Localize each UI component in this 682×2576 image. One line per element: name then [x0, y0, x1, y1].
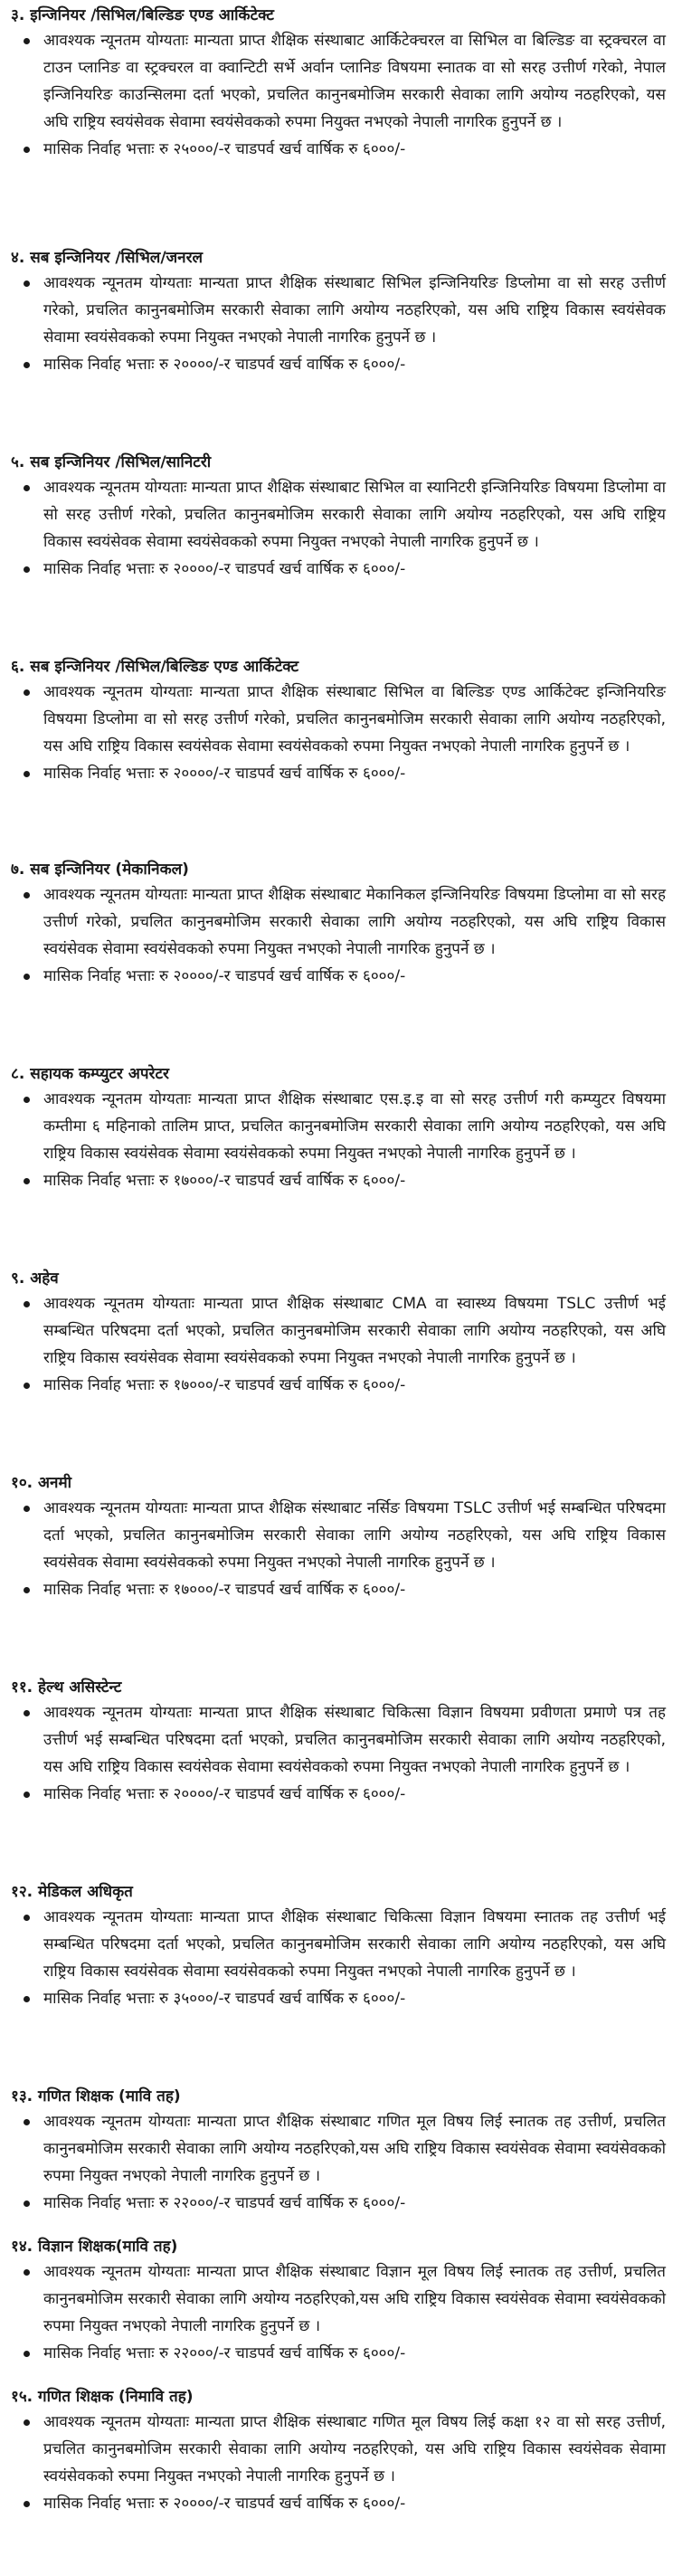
qualification-text: आवश्यक न्यूनतम योग्यताः मान्यता प्राप्त शैक्षिक संस्थाबाट CMA वा स्वास्थ्य विषयमा TSLC उत्तीर्ण भई सम्बन्धित परिषदमा दर्ता भएको, प्रचलित कानुनबमोजिम सरकारी सेवाका लागि अयोग्य नठहरिएको, यस अघि राष्ट्रिय विकास स्वयंसेवक सेवामा स्वयंसेवकको रुपमा नियुक्त नभएको नेपाली नागरिक हुनुपर्ने छ ।: [11, 1290, 666, 1372]
section-items: [11, 2409, 666, 2517]
qualification-text: आवश्यक न्यूनतम योग्यताः मान्यता प्राप्त शैक्षिक संस्थाबाट सिभिल वा स्यानिटरी इन्जिनियरिङ विषयमा डिप्लोमा वा सो सरह उत्तीर्ण गरेको, प्रचलित कानुनबमोजिम सरकारी सेवाका लागि अयोग्य नठहरिएको, यस अघि राष्ट्रिय विकास स्वयंसेवक सेवामा स्वयंसेवकको रुपमा नियुक्त नभएको नेपाली नागरिक हुनुपर्ने छ ।: [11, 474, 666, 556]
section-items: [11, 27, 666, 163]
section-heading: ९. अहेव: [11, 1269, 59, 1288]
allowance-text: मासिक निर्वाह भत्ताः रु २५०००/-र चाडपर्व खर्च वार्षिक रु ६०००/-: [11, 136, 666, 163]
section-heading: ३. इन्जिनियर /सिभिल/बिल्डिङ एण्ड आर्किटेक्ट: [11, 6, 274, 24]
qualification-text: आवश्यक न्यूनतम योग्यताः मान्यता प्राप्त शैक्षिक संस्थाबाट गणित मूल विषय लिई कक्षा १२ वा सो सरह उत्तीर्ण, प्रचलित कानुनबमोजिम सरकारी सेवाका लागि अयोग्य नठहरिएको, यस अघि राष्ट्रिय विकास स्वयंसेवक सेवामा स्वयंसेवकको रुपमा नियुक्त नभएको नेपाली नागरिक हुनुपर्ने छ ।: [11, 2409, 666, 2490]
section-anmi: [11, 1471, 666, 1603]
section-heading: १५. गणित शिक्षक (निमावि तह): [11, 2388, 194, 2406]
section-heading: ७. सब इन्जिनियर (मेकानिकल): [11, 860, 189, 879]
section-items: [11, 1495, 666, 1603]
section-math-teacher-secondary: [11, 2085, 666, 2217]
section-math-teacher-lower-secondary: [11, 2385, 666, 2517]
allowance-text: मासिक निर्वाह भत्ताः रु १७०००/-र चाडपर्व खर्च वार्षिक रु ६०००/-: [11, 1167, 666, 1194]
section-heading: ४. सब इन्जिनियर /सिभिल/जनरल: [11, 249, 204, 267]
section-items: [11, 1290, 666, 1399]
section-items: [11, 474, 666, 583]
section-items: [11, 270, 666, 378]
section-items: [11, 1699, 666, 1808]
allowance-text: मासिक निर्वाह भत्ताः रु १७०००/-र चाडपर्व खर्च वार्षिक रु ६०००/-: [11, 1372, 666, 1399]
section-sub-engineer-civil-sanitary: [11, 451, 666, 583]
section-health-assistant: [11, 1676, 666, 1808]
section-heading: १०. अनमी: [11, 1474, 72, 1492]
allowance-text: मासिक निर्वाह भत्ताः रु ३५०००/-र चाडपर्व खर्च वार्षिक रु ६०००/-: [11, 1985, 666, 2012]
qualification-text: आवश्यक न्यूनतम योग्यताः मान्यता प्राप्त शैक्षिक संस्थाबाट सिभिल वा बिल्डिङ एण्ड आर्किटेक्ट इन्जिनियरिङ विषयमा डिप्लोमा वा सो सरह उत्तीर्ण गरेको, प्रचलित कानुनबमोजिम सरकारी सेवाका लागि अयोग्य नठहरिएको, यस अघि राष्ट्रिय विकास स्वयंसेवक सेवामा स्वयंसेवकको रुपमा नियुक्त नभएको नेपाली नागरिक हुनुपर्ने छ ।: [11, 679, 666, 760]
qualification-text: आवश्यक न्यूनतम योग्यताः मान्यता प्राप्त शैक्षिक संस्थाबाट नर्सिङ विषयमा TSLC उत्तीर्ण भई सम्बन्धित परिषदमा दर्ता भएको, प्रचलित कानुनबमोजिम सरकारी सेवाका लागि अयोग्य नठहरिएको, यस अघि राष्ट्रिय विकास स्वयंसेवक सेवामा स्वयंसेवकको रुपमा नियुक्त नभएको नेपाली नागरिक हुनुपर्ने छ ।: [11, 1495, 666, 1576]
allowance-text: मासिक निर्वाह भत्ताः रु १७०००/-र चाडपर्व खर्च वार्षिक रु ६०००/-: [11, 1576, 666, 1603]
section-heading: ११. हेल्थ असिस्टेन्ट: [11, 1678, 122, 1697]
section-sub-engineer-mechanical: [11, 858, 666, 990]
section-heading: १२. मेडिकल अधिकृत: [11, 1883, 133, 1901]
section-aheb: [11, 1267, 666, 1399]
allowance-text: मासिक निर्वाह भत्ताः रु २००००/-र चाडपर्व खर्च वार्षिक रु ६०००/-: [11, 2490, 666, 2517]
section-items: [11, 679, 666, 787]
qualification-text: आवश्यक न्यूनतम योग्यताः मान्यता प्राप्त शैक्षिक संस्थाबाट विज्ञान मूल विषय लिई स्नातक तह उत्तीर्ण, प्रचलित कानुनबमोजिम सरकारी सेवाका लागि अयोग्य नठहरिएको,यस अघि राष्ट्रिय विकास स्वयंसेवक सेवामा स्वयंसेवकको रुपमा नियुक्त नभएको नेपाली नागरिक हुनुपर्ने छ ।: [11, 2258, 666, 2340]
section-items: [11, 2108, 666, 2217]
section-items: [11, 2258, 666, 2367]
section-heading: ५. सब इन्जिनियर /सिभिल/सानिटरी: [11, 453, 212, 471]
section-heading: ८. सहायक कम्प्युटर अपरेटर: [11, 1065, 169, 1083]
section-science-teacher-secondary: [11, 2235, 666, 2367]
qualification-text: आवश्यक न्यूनतम योग्यताः मान्यता प्राप्त शैक्षिक संस्थाबाट गणित मूल विषय लिई स्नातक तह उत्तीर्ण, प्रचलित कानुनबमोजिम सरकारी सेवाका लागि अयोग्य नठहरिएको,यस अघि राष्ट्रिय विकास स्वयंसेवक सेवामा स्वयंसेवकको रुपमा नियुक्त नभएको नेपाली नागरिक हुनुपर्ने छ ।: [11, 2108, 666, 2190]
section-items: [11, 1086, 666, 1194]
allowance-text: मासिक निर्वाह भत्ताः रु २००००/-र चाडपर्व खर्च वार्षिक रु ६०००/-: [11, 1781, 666, 1808]
allowance-text: मासिक निर्वाह भत्ताः रु २२०००/-र चाडपर्व खर्च वार्षिक रु ६०००/-: [11, 2190, 666, 2217]
allowance-text: मासिक निर्वाह भत्ताः रु २२०००/-र चाडपर्व खर्च वार्षिक रु ६०००/-: [11, 2340, 666, 2367]
section-heading: १३. गणित शिक्षक (मावि तह): [11, 2087, 181, 2105]
qualification-text: आवश्यक न्यूनतम योग्यताः मान्यता प्राप्त शैक्षिक संस्थाबाट एस.इ.इ वा सो सरह उत्तीर्ण गरी कम्प्युटर विषयमा कम्तीमा ६ महिनाको तालिम प्राप्त, प्रचलित कानुनबमोजिम सरकारी सेवाका लागि अयोग्य नठहरिएको, यस अघि राष्ट्रिय विकास स्वयंसेवक सेवामा स्वयंसेवकको रुपमा नियुक्त नभएको नेपाली नागरिक हुनुपर्ने छ ।: [11, 1086, 666, 1167]
section-sub-engineer-civil-building-architect: [11, 655, 666, 787]
section-sub-engineer-civil-general: [11, 246, 666, 378]
allowance-text: मासिक निर्वाह भत्ताः रु २००००/-र चाडपर्व खर्च वार्षिक रु ६०००/-: [11, 963, 666, 990]
allowance-text: मासिक निर्वाह भत्ताः रु २००००/-र चाडपर्व खर्च वार्षिक रु ६०००/-: [11, 556, 666, 583]
qualification-text: आवश्यक न्यूनतम योग्यताः मान्यता प्राप्त शैक्षिक संस्थाबाट चिकित्सा विज्ञान विषयमा स्नातक तह उत्तीर्ण भई सम्बन्धित परिषदमा दर्ता भएको, प्रचलित कानुनबमोजिम सरकारी सेवाका लागि अयोग्य नठहरिएको, यस अघि राष्ट्रिय विकास स्वयंसेवक सेवामा स्वयंसेवकको रुपमा नियुक्त नभएको नेपाली नागरिक हुनुपर्ने छ ।: [11, 1904, 666, 1985]
section-engineer-civil-building-architect: [11, 4, 666, 163]
qualification-text: आवश्यक न्यूनतम योग्यताः मान्यता प्राप्त शैक्षिक संस्थाबाट आर्किटेक्चरल वा सिभिल वा बिल्डिङ वा स्ट्रक्चरल वा टाउन प्लानिङ वा स्ट्रक्चरल वा क्वान्टिटी सर्भे अर्वान प्लानिङ विषयमा स्नातक वा सो सरह उत्तीर्ण गरेको, नेपाल इन्जिनियरिङ काउन्सिलमा दर्ता भएको, प्रचलित कानुनबमोजिम सरकारी सेवाका लागि अयोग्य नठहरिएको, यस अघि राष्ट्रिय स्वयंसेवक सेवामा स्वयंसेवकको रुपमा नियुक्त नभएको नेपाली नागरिक हुनुपर्ने छ ।: [11, 27, 666, 136]
qualification-text: आवश्यक न्यूनतम योग्यताः मान्यता प्राप्त शैक्षिक संस्थाबाट चिकित्सा विज्ञान विषयमा प्रवीणता प्रमाणे पत्र तह उत्तीर्ण भई सम्बन्धित परिषदमा दर्ता भएको, प्रचलित कानुनबमोजिम सरकारी सेवाका लागि अयोग्य नठहरिएको, यस अघि राष्ट्रिय विकास स्वयंसेवक सेवामा स्वयंसेवकको रुपमा नियुक्त नभएको नेपाली नागरिक हुनुपर्ने छ ।: [11, 1699, 666, 1781]
section-heading: १४. विज्ञान शिक्षक(मावि तह): [11, 2238, 178, 2256]
qualification-text: आवश्यक न्यूनतम योग्यताः मान्यता प्राप्त शैक्षिक संस्थाबाट सिभिल इन्जिनियरिङ डिप्लोमा वा सो सरह उत्तीर्ण गरेको, प्रचलित कानुनबमोजिम सरकारी सेवाका लागि अयोग्य नठहरिएको, यस अघि राष्ट्रिय विकास स्वयंसेवक सेवामा स्वयंसेवकको रुपमा नियुक्त नभएको नेपाली नागरिक हुनुपर्ने छ ।: [11, 270, 666, 351]
section-items: [11, 1904, 666, 2012]
qualification-text: आवश्यक न्यूनतम योग्यताः मान्यता प्राप्त शैक्षिक संस्थाबाट मेकानिकल इन्जिनियरिङ विषयमा डिप्लोमा वा सो सरह उत्तीर्ण गरेको, प्रचलित कानुनबमोजिम सरकारी सेवाका लागि अयोग्य नठहरिएको, यस अघि राष्ट्रिय विकास स्वयंसेवक सेवामा स्वयंसेवकको रुपमा नियुक्त नभएको नेपाली नागरिक हुनुपर्ने छ ।: [11, 881, 666, 963]
section-heading: ६. सब इन्जिनियर /सिभिल/बिल्डिङ एण्ड आर्किटेक्ट: [11, 658, 299, 676]
section-medical-officer: [11, 1880, 666, 2012]
section-items: [11, 881, 666, 990]
section-assistant-computer-operator: [11, 1062, 666, 1194]
allowance-text: मासिक निर्वाह भत्ताः रु २००००/-र चाडपर्व खर्च वार्षिक रु ६०००/-: [11, 351, 666, 378]
allowance-text: मासिक निर्वाह भत्ताः रु २००००/-र चाडपर्व खर्च वार्षिक रु ६०००/-: [11, 760, 666, 787]
